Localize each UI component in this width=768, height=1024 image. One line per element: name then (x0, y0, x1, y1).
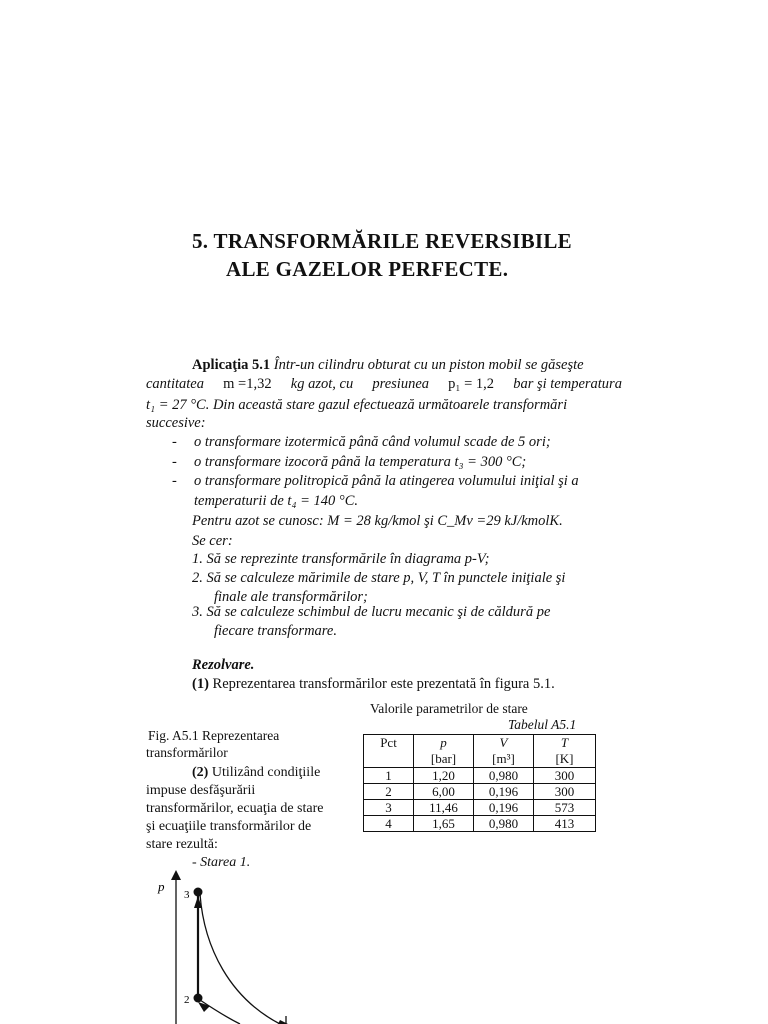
point-2-label: 2 (184, 994, 190, 1006)
problem-line2-part: cantitatea (146, 376, 204, 392)
problem-pressure: p₁ = 1,2 (448, 376, 495, 392)
problem-mass: m =1,32 (223, 376, 272, 392)
table-cell: 2 (364, 784, 414, 800)
point-2-marker (194, 994, 203, 1003)
table-header-cell: p (414, 735, 474, 752)
state-parameters-table (363, 734, 596, 832)
table-cell: 0,980 (474, 768, 534, 784)
requirement-item-continuation: finale ale transformărilor; (214, 589, 368, 605)
pv-diagram (140, 868, 300, 1024)
requirements-title: Se cer: (192, 533, 233, 549)
requirement-item: 1. Să se reprezinte transformările în diagrama p-V; (192, 551, 490, 567)
table-cell: 300 (534, 784, 596, 800)
problem-line2-part: kg azot, cu (290, 376, 354, 392)
bullet-item: o transformare izocoră până la temperatura t₃ = 300 °C; (194, 454, 527, 470)
table-cell: 3 (364, 800, 414, 816)
step2-line: impuse desfăşurării (146, 783, 256, 798)
bullet-dash: - (172, 454, 177, 470)
table-cell: 573 (534, 800, 596, 816)
bullet-dash: - (172, 473, 177, 489)
table-unit-cell: [K] (534, 751, 596, 768)
p-axis-label: p (158, 879, 165, 894)
table-cell: 300 (534, 768, 596, 784)
chapter-title-line2: ALE GAZELOR PERFECTE. (226, 257, 509, 281)
step2-line (146, 763, 352, 782)
solution-title: Rezolvare. (192, 657, 255, 673)
problem-intro: Într-un cilindru obturat cu un piston mobil se găseşte (273, 357, 584, 373)
table-header-cell: Pct (364, 735, 414, 768)
table-row (364, 816, 596, 832)
table-header-cell: V (474, 735, 534, 752)
problem-line2-part: presiunea (372, 376, 430, 392)
requirement-item-continuation: fiecare transformare. (214, 623, 337, 639)
table-cell: 1,20 (414, 768, 474, 784)
polytropic-curve (200, 894, 280, 1024)
step2-text: Utilizând condiţiile (211, 765, 321, 780)
isothermal-curve (200, 1000, 240, 1024)
table-unit-cell: [m³] (474, 751, 534, 768)
p-axis-arrowhead (171, 870, 181, 880)
requirement-item: 2. Să se calculeze mărimile de stare p, V, T în punctele iniţiale şi (192, 570, 566, 586)
table-cell: 1 (364, 768, 414, 784)
problem-line3: t₁ = 27 °C. Din această stare gazul efectuează următoarele transformări (146, 397, 568, 413)
table-cell: 6,00 (414, 784, 474, 800)
bullet-item-continuation: temperaturii de t₄ = 140 °C. (194, 493, 359, 509)
table-cell: 11,46 (414, 800, 474, 816)
step-number: (1) (192, 676, 209, 692)
table-unit-cell: [bar] (414, 751, 474, 768)
step2-line: stare rezultă: (146, 837, 218, 852)
table-cell: 4 (364, 816, 414, 832)
problem-line4: succesive: (146, 415, 206, 431)
table-cell: 0,196 (474, 800, 534, 816)
step2-line: transformărilor, ecuaţia de stare (146, 801, 324, 816)
table-header-cell: T (534, 735, 596, 752)
bullet-item: o transformare izotermică până când volumul scade de 5 ori; (194, 434, 551, 450)
figure-caption-line1: Fig. A5.1 Reprezentarea (148, 728, 280, 743)
chapter-title-line1: 5. TRANSFORMĂRILE REVERSIBILE (192, 229, 572, 253)
table-cell: 0,980 (474, 816, 534, 832)
problem-intro-line (192, 356, 584, 375)
point-3-label: 3 (184, 889, 190, 901)
known-data: Pentru azot se cunosc: M = 28 kg/kmol şi C_Mv =29 kJ/kmolK. (192, 513, 563, 529)
step-text: Reprezentarea transformărilor este prezentată în figura 5.1. (212, 676, 555, 692)
isothermal-arrow (198, 1002, 210, 1012)
requirement-item: 3. Să se calculeze schimbul de lucru mecanic şi de căldură pe (192, 604, 551, 620)
table-label: Tabelul A5.1 (508, 717, 577, 732)
solution-step1 (192, 675, 555, 694)
problem-line2-part: bar şi temperatura (513, 376, 622, 392)
table-row (364, 784, 596, 800)
table-cell: 1,65 (414, 816, 474, 832)
state1-heading: - Starea 1. (192, 855, 251, 870)
bullet-dash: - (172, 434, 177, 450)
bullet-item: o transformare politropică până la atingerea volumului iniţial şi a (194, 473, 579, 489)
step2-line: şi ecuaţiile transformărilor de (146, 819, 312, 834)
table-caption: Valorile parametrilor de stare (370, 701, 528, 716)
point-3-marker (194, 888, 203, 897)
table-row (364, 800, 596, 816)
table-row (364, 768, 596, 784)
table-cell: 413 (534, 816, 596, 832)
problem-label: Aplicaţia 5.1 (192, 357, 271, 373)
table-cell: 0,196 (474, 784, 534, 800)
step-number: (2) (192, 765, 209, 780)
problem-line2 (146, 375, 622, 394)
figure-caption-line2: transformărilor (146, 745, 228, 760)
